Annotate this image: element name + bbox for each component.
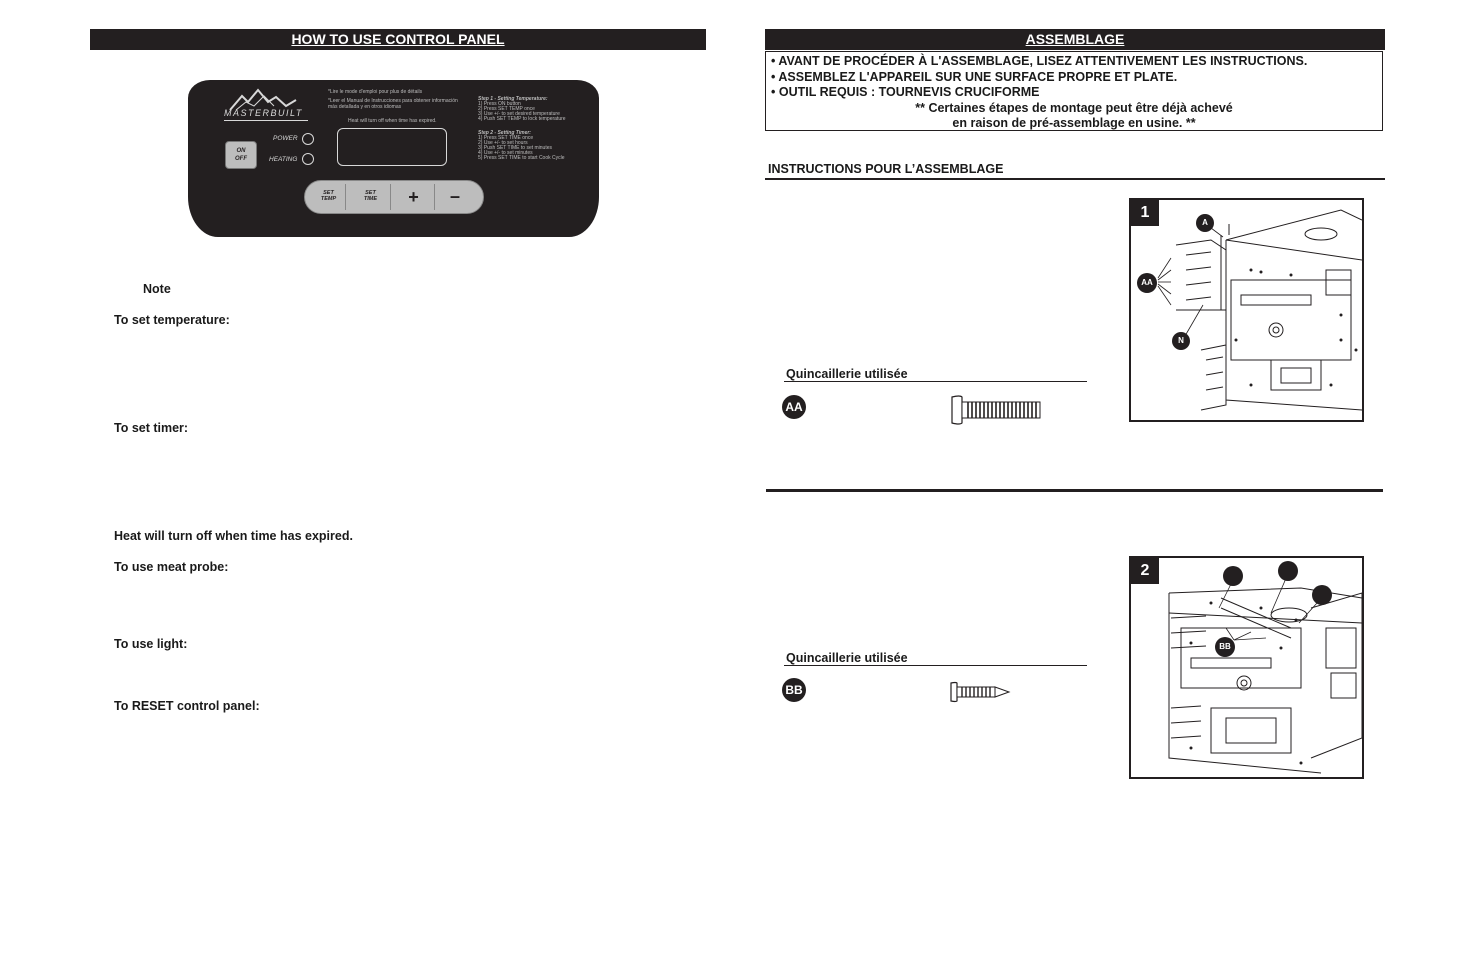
panel-step2-line: 2) Use +/- to set hours [478, 140, 528, 146]
hardware-badge-bb: BB [782, 678, 806, 702]
heating-indicator-icon [302, 153, 314, 165]
step1-number: 1 [1131, 200, 1159, 226]
on-label: ON [236, 148, 246, 154]
meat-probe-heading: To use meat probe: [114, 560, 229, 574]
step2-hardware-rule [784, 665, 1087, 666]
warning-box [765, 51, 1383, 131]
set-time-label-1: SET [365, 190, 376, 196]
step1-figure [1129, 198, 1364, 422]
power-label: POWER [273, 135, 298, 142]
step2-figure [1129, 556, 1364, 779]
set-temperature-heading: To set temperature: [114, 313, 230, 327]
warning-line: • AVANT DE PROCÉDER À L'ASSEMBLAGE, LISEZ ATTENTIVEMENT LES INSTRUCTIONS. [771, 54, 1308, 68]
panel-step2-line: 5) Press SET TIME to start Cook Cycle [478, 155, 565, 161]
screw-aa-icon [948, 393, 1042, 427]
control-panel-illustration [188, 80, 599, 237]
panel-step2-line: 3) Push SET TIME to set minutes [478, 145, 553, 151]
panel-step1-line: 4) Push SET TEMP to lock temperature [478, 116, 566, 122]
callout-a: A [1196, 214, 1214, 232]
panel-step2-line: 1) Press SET TIME once [478, 135, 534, 141]
note-label: Note [143, 282, 171, 296]
set-time-label-2: TIME [363, 196, 378, 202]
screw-bb-icon [948, 681, 1012, 703]
panel-note-es: *Leer el Manual de Instrucciones para obtener información más detallada y en otros idiomas [328, 98, 458, 110]
panel-step1-title: Step 1 - Setting Temperature: [478, 96, 548, 102]
light-heading: To use light: [114, 637, 188, 651]
minus-button[interactable]: – [449, 186, 460, 206]
logo-underline [224, 120, 308, 121]
step1-hardware-title: Quincaillerie utilisée [786, 367, 908, 381]
on-off-button[interactable] [225, 141, 257, 169]
warning-line: • OUTIL REQUIS : TOURNEVIS CRUCIFORME [771, 85, 1040, 99]
step1-diagram [1131, 200, 1362, 420]
set-timer-heading: To set timer: [114, 421, 189, 435]
right-header-title: ASSEMBLAGE [1025, 31, 1125, 47]
panel-step1-line: 1) Press ON button [478, 101, 521, 107]
heating-label: HEATING [269, 156, 298, 163]
reset-heading: To RESET control panel: [114, 699, 260, 713]
preassembly-note-line: ** Certaines étapes de montage peut être déjà achevé [915, 101, 1233, 115]
preassembly-note-line: en raison de pré-assemblage en usine. ** [952, 116, 1196, 130]
callout-blank-2 [1278, 561, 1298, 581]
step-divider [766, 489, 1383, 492]
callout-blank-1 [1223, 566, 1243, 586]
instructions-title: INSTRUCTIONS POUR L’ASSEMBLAGE [768, 162, 1004, 176]
step1-hardware-rule [784, 381, 1087, 382]
callout-blank-3 [1312, 585, 1332, 605]
power-indicator-icon [302, 133, 314, 145]
step2-number: 2 [1131, 558, 1159, 584]
left-header-title: HOW TO USE CONTROL PANEL [291, 31, 505, 47]
panel-note-fr: *Lire le mode d'emploi pour plus de détails [328, 89, 423, 95]
plus-button[interactable]: + [393, 184, 435, 210]
panel-heat-off-small: Heat will turn off when time has expired. [348, 118, 437, 124]
set-temp-label-2: TEMP [320, 196, 337, 202]
panel-step2-line: 4) Use +/- to set minutes [478, 150, 533, 156]
set-temp-button[interactable] [312, 184, 346, 210]
set-temp-label-1: SET [323, 190, 334, 196]
warning-line: • ASSEMBLEZ L'APPAREIL SUR UNE SURFACE PROPRE ET PLATE. [771, 70, 1178, 84]
digital-display [337, 128, 447, 166]
instructions-rule [765, 178, 1385, 180]
heat-off-text: Heat will turn off when time has expired. [114, 529, 353, 543]
callout-n: N [1172, 332, 1190, 350]
callout-aa: AA [1137, 273, 1157, 293]
step2-hardware-title: Quincaillerie utilisée [786, 651, 908, 665]
set-time-button[interactable] [351, 184, 391, 210]
panel-step2-title: Step 2 - Setting Timer: [478, 130, 531, 136]
panel-step1-line: 2) Press SET TEMP once [478, 106, 535, 112]
left-section-header [90, 29, 706, 50]
right-section-header [765, 29, 1385, 50]
callout-bb: BB [1215, 637, 1235, 657]
brand-logo-text: MASTERBUILT [224, 108, 303, 118]
off-label: OFF [235, 156, 247, 162]
panel-step1-line: 3) Use +/- to set desired temperature [478, 111, 560, 117]
hardware-badge-aa: AA [782, 395, 806, 419]
